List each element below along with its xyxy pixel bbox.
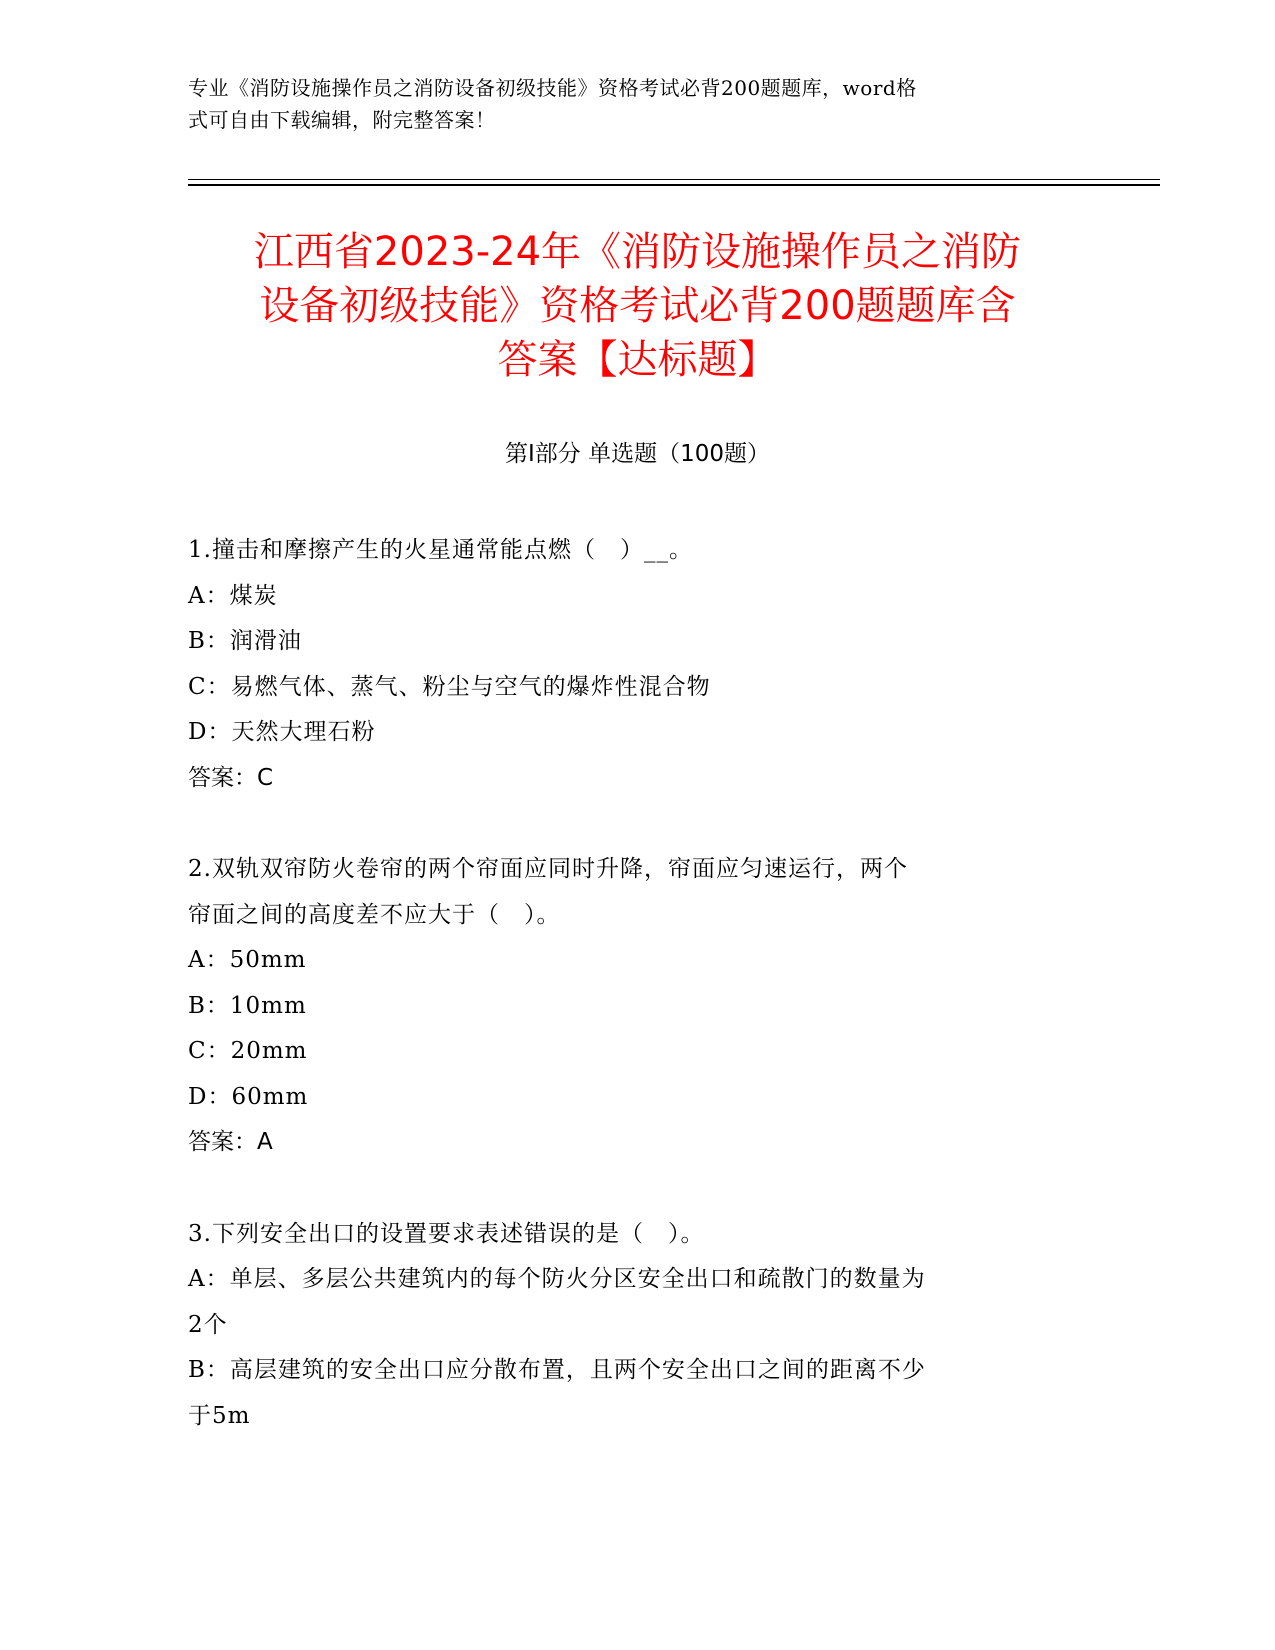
header-note-line-2: 式可自由下载编辑，附完整答案！ bbox=[188, 108, 496, 132]
question-2 bbox=[188, 847, 1088, 1166]
option-a-line-1: A：单层、多层公共建筑内的每个防火分区安全出口和疏散门的数量为 bbox=[188, 1266, 926, 1292]
option-b-line-1: B：高层建筑的安全出口应分散布置，且两个安全出口之间的距离不少 bbox=[188, 1357, 926, 1383]
option-d: D：60mm bbox=[188, 1083, 309, 1110]
option-a-line-2: 2个 bbox=[188, 1311, 228, 1338]
option-d: D：天然大理石粉 bbox=[188, 719, 376, 745]
document-title-line-2: 设备初级技能》资格考试必背200题题库含 bbox=[259, 283, 1016, 329]
option-c: C：20mm bbox=[188, 1038, 308, 1064]
question-stem: 1.撞击和摩擦产生的火星通常能点燃（ ）__。 bbox=[188, 537, 693, 563]
question-list bbox=[188, 528, 1088, 1485]
question-3 bbox=[188, 1212, 1088, 1440]
header-note-line-1: 专业《消防设施操作员之消防设备初级技能》资格考试必背200题题库，word格 bbox=[188, 76, 917, 100]
answer-label: 答案：C bbox=[188, 764, 274, 791]
question-1 bbox=[188, 528, 1088, 801]
option-b: B：10mm bbox=[188, 992, 307, 1019]
option-b-line-2: 于5m bbox=[188, 1402, 251, 1429]
question-stem-line-1: 2.双轨双帘防火卷帘的两个帘面应同时升降，帘面应匀速运行，两个 bbox=[188, 856, 908, 882]
answer-label: 答案：A bbox=[188, 1129, 273, 1155]
document-title-line-3: 答案【达标题】 bbox=[497, 337, 778, 383]
header-divider bbox=[188, 179, 1160, 186]
option-b: B：润滑油 bbox=[188, 628, 302, 654]
header-note bbox=[188, 72, 1068, 136]
section-heading: 第I部分 单选题（100题） bbox=[505, 441, 770, 467]
option-a: A：煤炭 bbox=[188, 582, 278, 609]
document-title-line-1: 江西省2023-24年《消防设施操作员之消防 bbox=[253, 229, 1022, 275]
option-a: A：50mm bbox=[188, 947, 307, 973]
document-title bbox=[150, 225, 1125, 387]
option-c: C：易燃气体、蒸气、粉尘与空气的爆炸性混合物 bbox=[188, 673, 711, 700]
question-stem: 3.下列安全出口的设置要求表述错误的是（ ）。 bbox=[188, 1220, 705, 1247]
question-stem-line-2: 帘面之间的高度差不应大于（ ）。 bbox=[188, 901, 561, 928]
